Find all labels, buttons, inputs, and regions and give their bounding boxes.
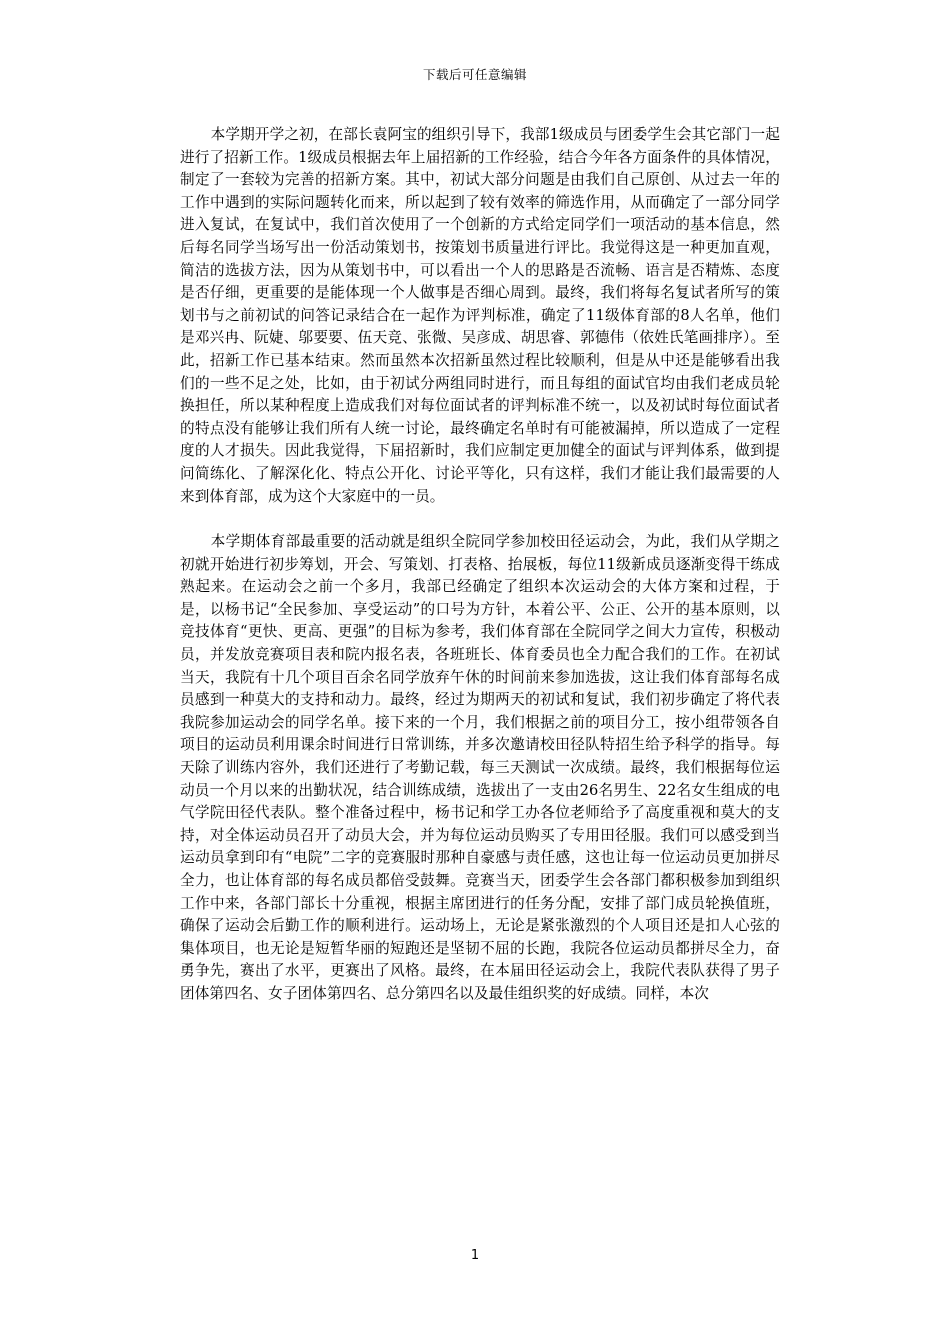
paragraph-recruitment: 本学期开学之初，在部长袁阿宝的组织引导下，我部1级成员与团委学生会其它部门一起进行了招新工作。1级成员根据去年上届招新的工作经验，结合今年各方面条件的具体情况，制定了一套较为完善的招新方案。其中，初试大部分问题是由我们自己原创、从过去一年的工作中遇到的实际问题转化而来，所以起到了较有效率的筛选作用，从而确定了一部分同学进入复试，在复试中，我们首次使用了一个创新的方式给定同学们一项活动的基本信息，然后每名同学当场写出一份活动策划书，按策划书质量进行评比。我觉得这是一种更加直观，简洁的选拔方法，因为从策划书中，可以看出一个人的思路是否流畅、语言是否精炼、态度是否仔细，更重要的是能体现一个人做事是否细心周到。最终，我们将每名复试者所写的策划书与之前初试的问答记录结合在一起作为评判标准，确定了11级体育部的8人名单，他们是邓兴冉、阮婕、邬要要、伍天竞、张微、吴彦成、胡思睿、郭德伟（依姓氏笔画排序）。至此，招新工作已基本结束。然而虽然本次招新虽然过程比较顺利，但是从中还是能够看出我们的一些不足之处，比如，由于初试分两组同时进行，而且每组的面试官均由我们老成员轮换担任，所以某种程度上造成我们对每位面试者的评判标准不统一，以及初试时每位面试者的特点没有能够让我们所有人统一讨论，最终确定名单时有可能被漏掉，所以造成了一定程度的人才损失。因此我觉得，下届招新时，我们应制定更加健全的面试与评判体系，做到提问简练化、了解深化化、特点公开化、讨论平等化，只有这样，我们才能让我们最需要的人来到体育部，成为这个大家庭中的一员。 xyxy=(180,126,780,505)
paragraph-sports-meet: 本学期体育部最重要的活动就是组织全院同学参加校田径运动会，为此，我们从学期之初就开始进行初步筹划，开会、写策划、打表格、抬展板，每位11级新成员逐渐变得干练成熟起来。在运动会之前一个多月，我部已经确定了组织本次运动会的大体方案和过程，于是，以杨书记“全民参加、享受运动”的口号为方针，本着公平、公正、公开的基本原则，以竞技体育“更快、更高、更强”的目标为参考，我们体育部在全院同学之间大力宣传，积极动员，并发放竞赛项目表和院内报名表，各班班长、体育委员也全力配合我们的工作。在初试当天，我院有十几个项目百余名同学放弃午休的时间前来参加选拔，这让我们体育部每名成员感到一种莫大的支持和动力。最终，经过为期两天的初试和复试，我们初步确定了将代表我院参加运动会的同学名单。接下来的一个月，我们根据之前的项目分工，按小组带领各自项目的运动员利用课余时间进行日常训练，并多次邀请校田径队特招生给予科学的指导。每天除了训练内容外，我们还进行了考勤记载，每三天测试一次成绩。最终，我们根据每位运动员一个月以来的出勤状况，结合训练成绩，选拔出了一支由26名男生、22名女生组成的电气学院田径代表队。整个准备过程中，杨书记和学工办各位老师给予了高度重视和莫大的支持，对全体运动员召开了动员大会，并为每位运动员购买了专用田径服。我们可以感受到当运动员拿到印有“电院”二字的竞赛服时那种自豪感与责任感，这也让每一位运动员更加拼尽全力，也让体育部的每名成员都倍受鼓舞。竞赛当天，团委学生会各部门都积极参加到组织工作中来，各部门部长十分重视，根据主席团进行的任务分配，安排了部门成员轮换值班，确保了运动会后勤工作的顺利进行。运动场上，无论是紧张激烈的个人项目还是扣人心弦的集体项目，也无论是短暂华丽的短跑还是坚韧不屈的长跑，我院各位运动员都拼尽全力，奋勇争先，赛出了水平，更赛出了风格。最终，在本届田径运动会上，我院代表队获得了男子团体第四名、女子团体第四名、总分第四名以及最佳组织奖的好成绩。同样，本次 xyxy=(180,533,780,1002)
page-header: 下载后可任意编辑 xyxy=(422,67,527,82)
page-number: 1 xyxy=(470,1248,480,1263)
document-body xyxy=(180,124,780,1006)
